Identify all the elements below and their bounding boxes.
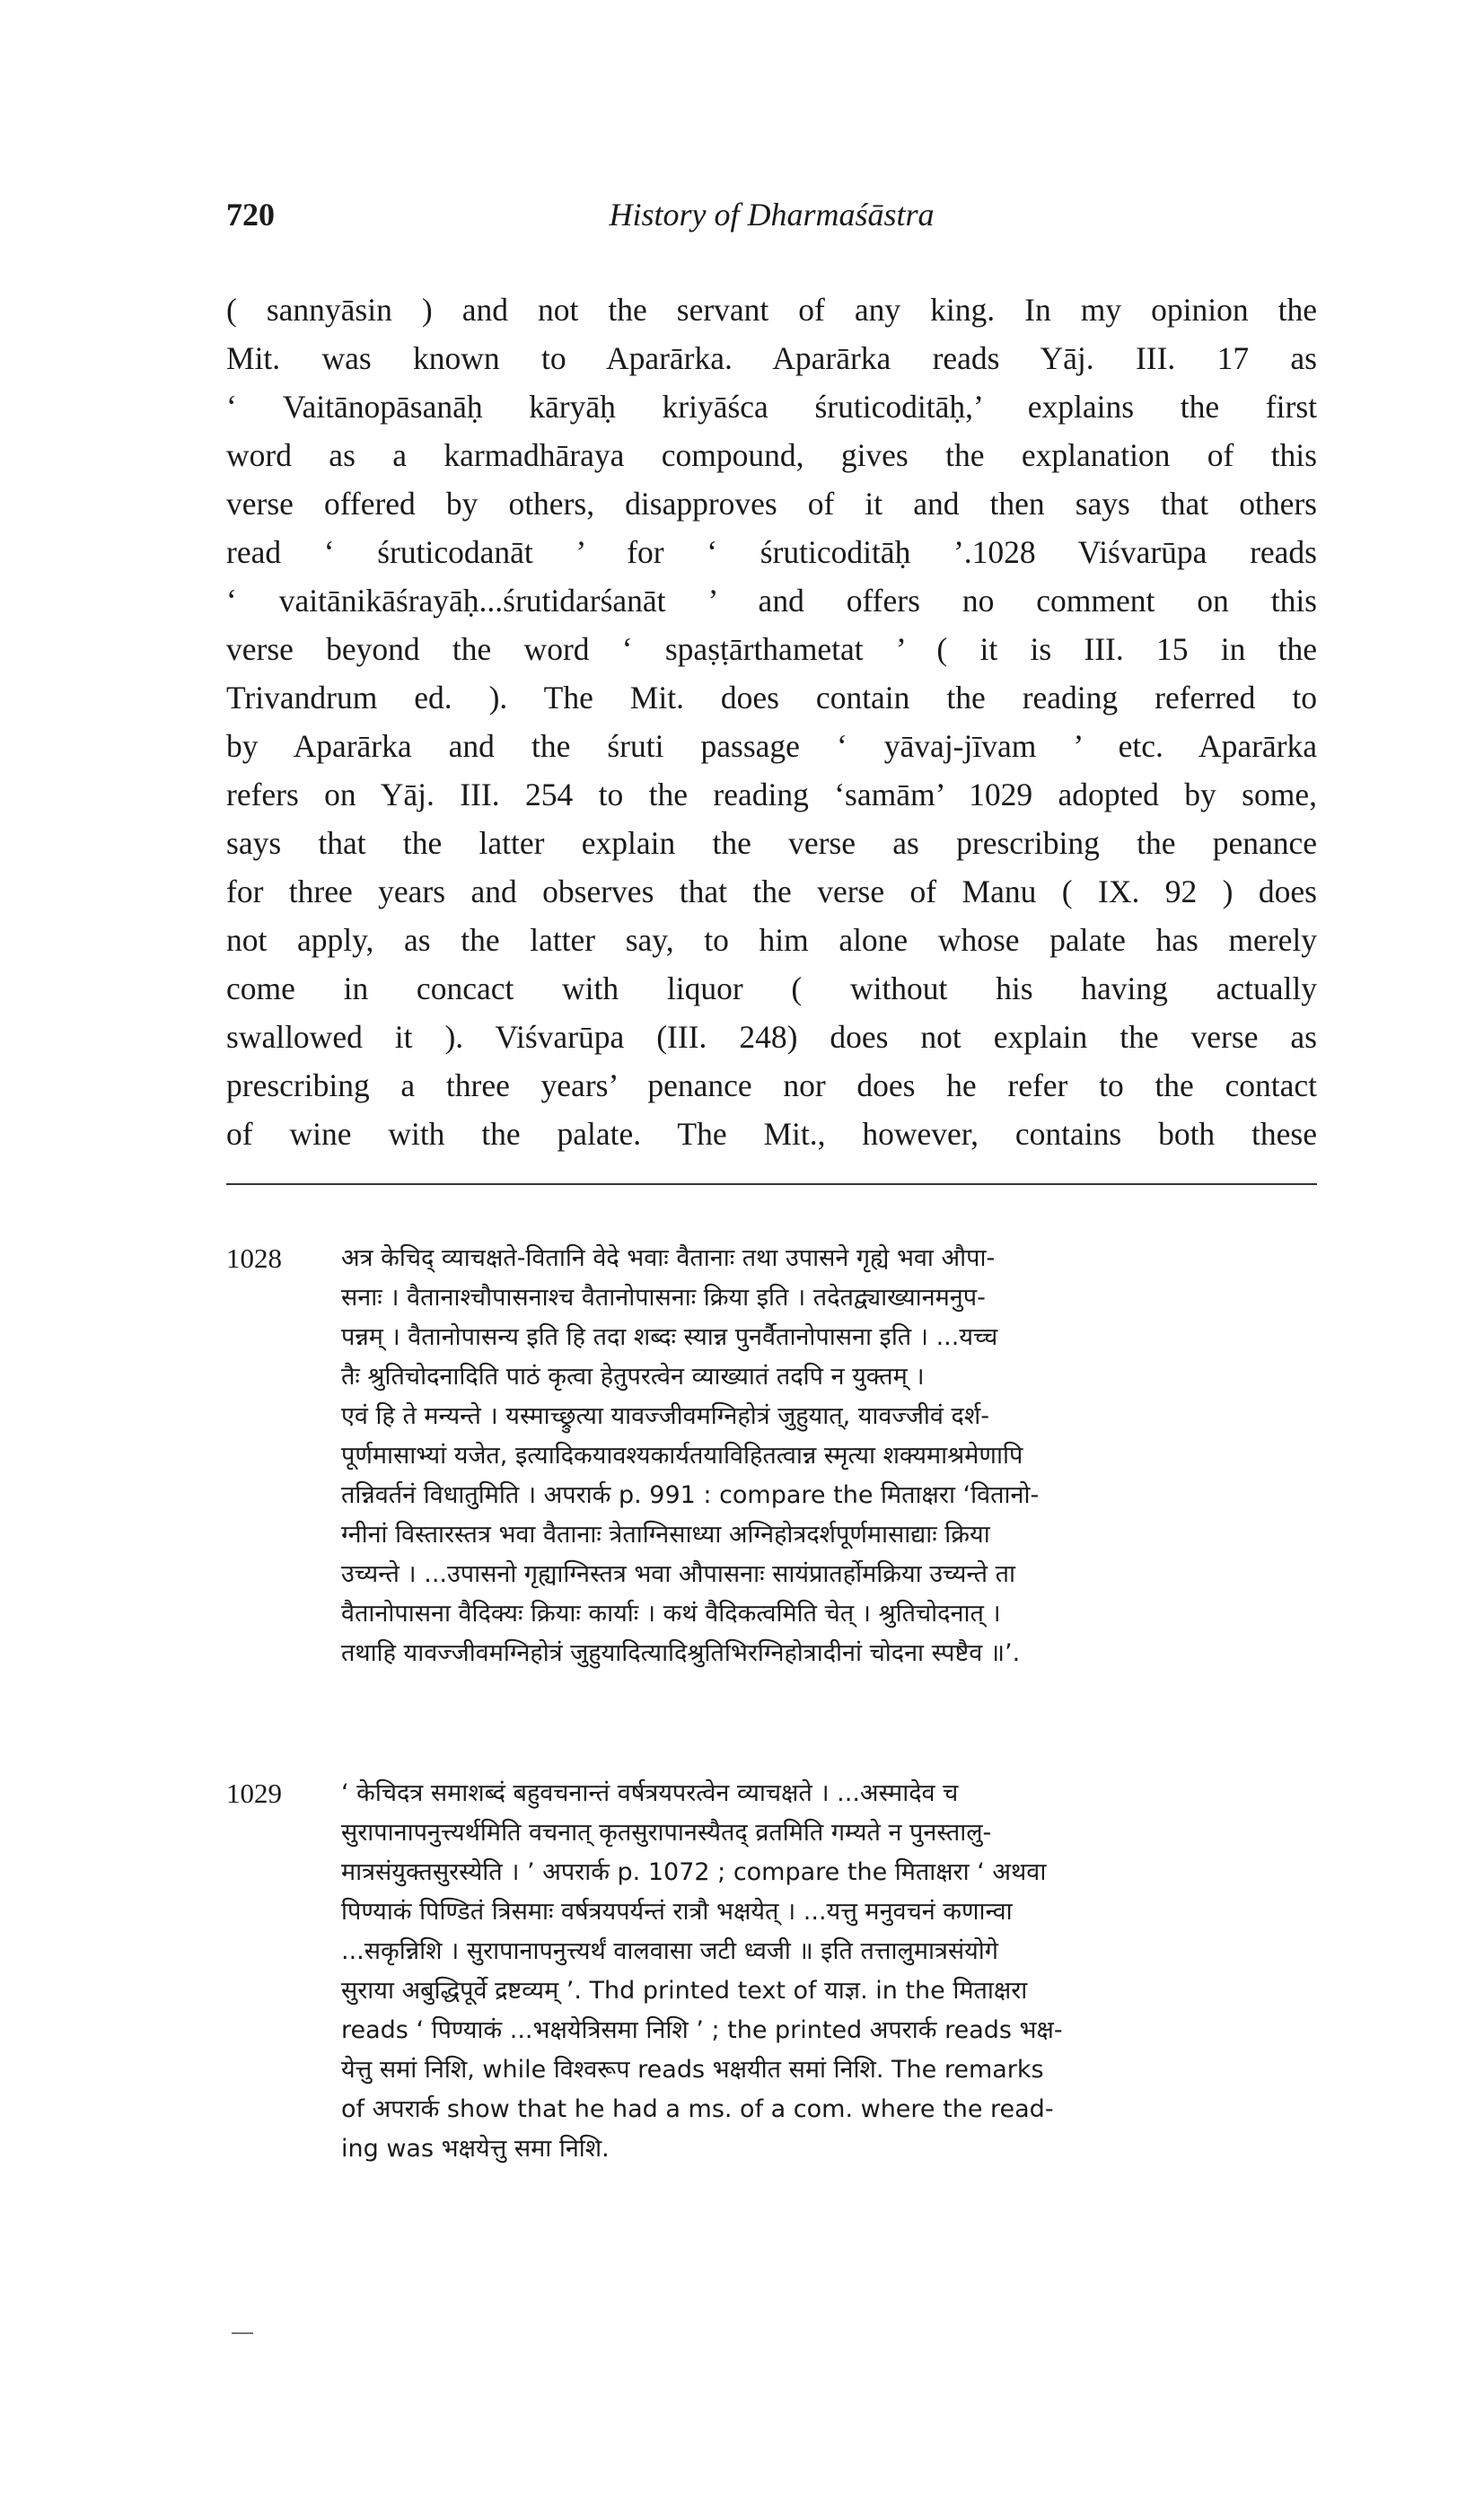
footnote-body (341, 1239, 1317, 1673)
text-line: refers on Yāj. III. 254 to the reading ‘samām’ 1029 adopted by some, (226, 777, 1317, 812)
footnote-line: reads ‘ पिण्याकं ...भक्षयेत्रिसमा निशि ’ ; the printed अपरार्क reads भक्ष- (341, 2016, 1063, 2044)
text-line: ( sannyāsin ) and not the servant of any king. In my opinion the (226, 292, 1317, 328)
text-line: word as a karmadhāraya compound, gives the explanation of this (226, 437, 1317, 473)
footnote-line: पिण्याकं पिण्डितं त्रिसमाः वर्षत्रयपर्यन्तं रात्रौ भक्षयेत् । ...यत्तु मनुवचनं कणान्वा (341, 1898, 1013, 1926)
footnote-line: सुरापानापनुत्त्यर्थमिति वचनात् कृतसुरापानस्यैतद् व्रतमिति गम्यते न पुनस्तालु- (341, 1819, 992, 1847)
footnote-line: वैतानोपासना वैदिक्यः क्रियाः कार्याः । कथं वैदिकत्वमिति चेत् । श्रुतिचोदनात् । (341, 1600, 1001, 1628)
scan-artifact-mark (232, 2332, 253, 2334)
footnote-line: मात्रसंयुक्तसुरस्येति । ’ अपरार्क p. 1072 ; compare the मिताक्षरा ‘ अथवा (341, 1858, 1047, 1886)
page-number: 720 (226, 197, 275, 233)
footnote-line: ing was भक्षयेत्तु समा निशि. (341, 2135, 610, 2163)
footnote-line: तैः श्रुतिचोदनादिति पाठं कृत्वा हेतुपरत्वेन व्याख्यातं तदपि न युक्तम् । (341, 1363, 925, 1391)
footnote-line: तथाहि यावज्जीवमग्निहोत्रं जुहुयादित्यादिश्रुतिभिरग्निहोत्रादीनां चोदना स्पष्टैव ॥’. (341, 1639, 1021, 1667)
text-line: Mit. was known to Aparārka. Aparārka reads Yāj. III. 17 as (226, 340, 1317, 376)
text-line: prescribing a three years’ penance nor does he refer to the contact (226, 1067, 1317, 1103)
footnote-line: ...सकृन्निशि । सुरापानापनुत्त्यर्थं वालवासा जटी ध्वजी ॥ इति तत्तालुमात्रसंयोगे (341, 1937, 998, 1965)
text-line: of wine with the palate. The Mit., however, contains both these (226, 1116, 1317, 1152)
text-line: Trivandrum ed. ). The Mit. does contain the reading referred to (226, 680, 1317, 715)
main-text (226, 285, 1317, 1158)
page-header (226, 196, 1317, 241)
footnote-line: सनाः । वैतानाश्चौपासनाश्च वैतानोपासनाः क्रिया इति । तदेतद्व्याख्यानमनुप- (341, 1284, 986, 1312)
footnote-line: येत्तु समां निशि, while विश्वरूप reads भक्षयीत समां निशि. The remarks (341, 2056, 1044, 2084)
footnote-line: ग्नीनां विस्तारस्तत्र भवा वैतानाः त्रेताग्निसाध्या अग्निहोत्रदर्शपूर्णमासाद्याः क्रिया (341, 1521, 990, 1549)
footnote-line: अत्र केचिद् व्याचक्षते-वितानि वेदे भवाः वैतानाः तथा उपासने गृह्ये भवा औपा- (341, 1244, 996, 1272)
text-line: swallowed it ). Viśvarūpa (III. 248) does not explain the verse as (226, 1019, 1317, 1055)
footnote-line: ‘ केचिदत्र समाशब्दं बहुवचनान्तं वर्षत्रयपरत्वेन व्याचक्षते । ...अस्मादेव च (341, 1779, 959, 1807)
footnote-line: तन्निवर्तनं विधातुमिति । अपरार्क p. 991 : compare the मिताक्षरा ‘वितानो- (341, 1481, 1040, 1509)
text-line: ‘ Vaitānopāsanāḥ kāryāḥ kriyāśca śruticoditāḥ,’ explains the first (226, 389, 1317, 425)
text-line: for three years and observes that the verse of Manu ( IX. 92 ) does (226, 874, 1317, 909)
footnote-line: पन्नम् । वैतानोपासन्य इति हि तदा शब्दः स्यान्न पुनर्वैतानोपासना इति । ...यच्च (341, 1323, 998, 1351)
footnote-line: पूर्णमासाभ्यां यजेत, इत्यादिकयावश्यकार्यतयाविहितत्वान्न स्मृत्या शक्यमाश्रमेणापि (341, 1442, 1023, 1470)
text-line: read ‘ śruticodanāt ’ for ‘ śruticoditāḥ ’.1028 Viśvarūpa reads (226, 534, 1317, 570)
footnote-line: उच्यन्ते । ...उपासनो गृह्याग्निस्तत्र भवा औपासनाः सायंप्रातर्होमक्रिया उच्यन्ते ता (341, 1560, 1016, 1588)
text-line: verse beyond the word ‘ spaṣṭārthametat ’ ( it is III. 15 in the (226, 631, 1317, 667)
running-title: History of Dharmaśāstra (609, 197, 935, 233)
text-line: ‘ vaitānikāśrayāḥ...śrutidarśanāt ’ and offers no comment on this (226, 583, 1317, 619)
text-line: come in concact with liquor ( without his having actually (226, 970, 1317, 1006)
footnote-line: सुराया अबुद्धिपूर्वे द्रष्टव्यम् ’. Thd printed text of याज्ञ. in the मिताक्षरा (341, 1977, 1028, 2005)
footnote-body (341, 1774, 1317, 2169)
footnote-line: एवं हि ते मन्यन्ते । यस्माच्छ्रुत्या यावज्जीवमग्निहोत्रं जुहुयात्, यावज्जीवं दर्श- (341, 1402, 989, 1430)
text-line: says that the latter explain the verse as prescribing the penance (226, 825, 1317, 861)
text-line: verse offered by others, disapproves of it and then says that others (226, 486, 1317, 522)
text-line: by Aparārka and the śruti passage ‘ yāvaj-jīvam ’ etc. Aparārka (226, 728, 1317, 764)
footnote-separator-rule (226, 1183, 1317, 1185)
footnote-line: of अपरार्क show that he had a ms. of a com. where the read- (341, 2095, 1054, 2123)
footnote-number: 1028 (226, 1242, 282, 1274)
text-line: not apply, as the latter say, to him alone whose palate has merely (226, 922, 1317, 958)
footnote-number: 1029 (226, 1778, 282, 1809)
